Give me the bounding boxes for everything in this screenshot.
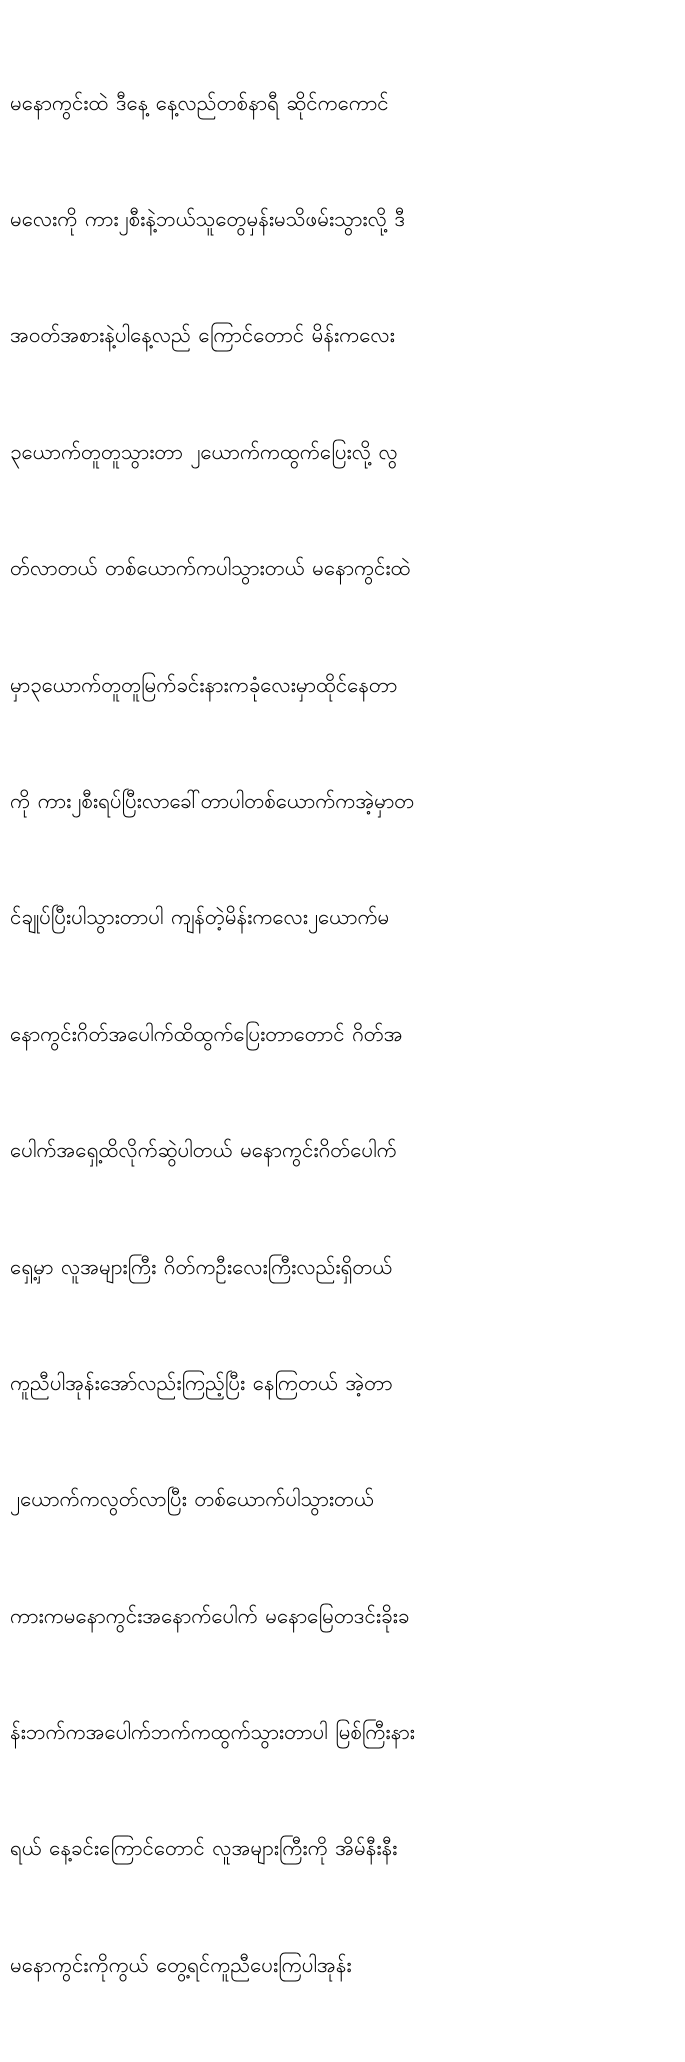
burmese-text-body (10, 6, 675, 2062)
text-line: မလေးကို ကား၂စီးနဲ့ဘယ်သူတွေမှန်းမသိဖမ်းသွားလို့ ဒီ (10, 206, 406, 231)
text-line: င်ချုပ်ပြီးပါသွားတာပါ ကျန်တဲ့မိန်းကလေး၂ယောက်မ (10, 905, 390, 930)
text-line: မနောကွင်းကိုကွယ် တွေ့ရင်ကူညီပေးကြပါအုန်း (10, 1952, 352, 1977)
text-line: ရယ် နေ့ခင်းကြောင်တောင် လူအများကြီးကို အိမ်နီးနီး (10, 1836, 398, 1861)
text-line: ၂ယောက်ကလွတ်လာပြီး တစ်ယောက်ပါသွားတယ် (10, 1487, 374, 1512)
text-line: မနောကွင်းထဲ ဒီနေ့ နေ့လည်တစ်နာရီ ဆိုင်ကကောင် (10, 90, 389, 115)
text-line: အဝတ်အစားနဲ့ပါနေ့လည် ကြောင်တောင် မိန်းကလေး (10, 323, 395, 348)
text-line: ကားကမနောကွင်းအနောက်ပေါက် မနောမြေတဒင်းခိုးခ (10, 1603, 410, 1628)
text-line: နောကွင်းဂိတ်အပေါက်ထိထွက်ပြေးတာတောင် ဂိတ်အ (10, 1021, 403, 1046)
text-line: ကို ကား၂စီးရပ်ပြီးလာခေါ်တာပါတစ်ယောက်ကအဲ့မှာတ (10, 788, 415, 813)
text-line: ရှေ့မှာ လူအများကြီး ဂိတ်ကဦးလေးကြီးလည်းရှိတယ် (10, 1254, 393, 1279)
text-line: ကူညီပါအုန်းအော်လည်းကြည့်ပြီး နေကြတယ် အဲ့တာ (10, 1370, 393, 1395)
text-line: တ်လာတယ် တစ်ယောက်ကပါသွားတယ် မနောကွင်းထဲ (10, 556, 411, 581)
text-line: န်းဘက်ကအပေါက်ဘက်ကထွက်သွားတာပါ မြစ်ကြီးနား (10, 1720, 415, 1745)
text-line: ၃ယောက်တူတူသွားတာ ၂ယောက်ကထွက်ပြေးလို့ လွ (10, 439, 398, 464)
text-line: မှာ၃ယောက်တူတူမြက်ခင်းနားကခုံလေးမှာထိုင်နေတာ (10, 672, 398, 697)
text-line: ပေါက်အရှေ့ထိလိုက်ဆွဲပါတယ် မနောကွင်းဂိတ်ပေါက် (10, 1138, 397, 1163)
